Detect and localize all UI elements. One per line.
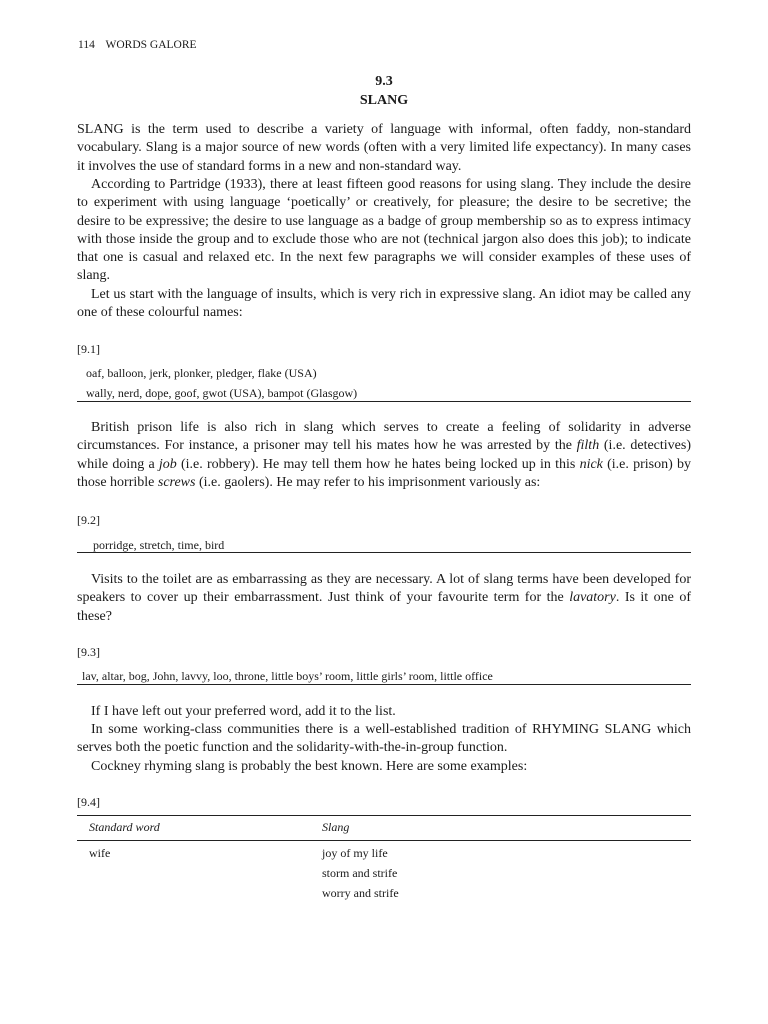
section-title: SLANG: [359, 93, 409, 108]
paragraph-toilet: Visits to the toilet are as embarrassing as they are necessary. A lot of slang terms have been developed for speakers to cover up their embarrassment. Just think of your favourite term for the lavatory. Is it one of these?: [77, 572, 691, 624]
example-label-9-4: [9.4]: [77, 795, 100, 809]
example-9-3-line-1: lav, altar, bog, John, lavvy, loo, throne, little boys’ room, little girls’ room, little office: [82, 669, 493, 683]
table-cell-slang-3: worry and strife: [322, 886, 399, 900]
example-9-3-rule: [77, 684, 691, 685]
running-title: WORDS GALORE: [105, 39, 197, 51]
table-header-standard-word: Standard word: [89, 820, 160, 834]
table-top-rule: [77, 815, 691, 816]
example-label-9-1: [9.1]: [77, 342, 100, 356]
paragraph-cockney: Cockney rhyming slang is probably the best known. Here are some examples:: [91, 759, 528, 774]
example-9-1-line-2: wally, nerd, dope, goof, gwot (USA), bampot (Glasgow): [86, 386, 358, 400]
section-number: 9.3: [375, 74, 393, 89]
example-9-2-line-1: porridge, stretch, time, bird: [93, 538, 225, 552]
paragraph-definition: SLANG is the term used to describe a variety of language with informal, often faddy, non-standard vocabulary. Slang is a major source of new words (often with a very limited life expectancy). In many cases it involves the use of standard forms in a new and non-standard way.: [77, 122, 691, 174]
example-label-9-2: [9.2]: [77, 513, 100, 527]
example-9-1-rule: [77, 401, 691, 402]
table-cell-slang-1: joy of my life: [322, 846, 388, 860]
paragraph-left-out: If I have left out your preferred word, add it to the list.: [91, 704, 396, 719]
example-9-2-rule: [77, 552, 691, 553]
table-header-slang: Slang: [322, 820, 350, 834]
table-cell-slang-2: storm and strife: [322, 866, 398, 880]
example-label-9-3: [9.3]: [77, 645, 100, 659]
table-header-rule: [77, 840, 691, 841]
table-cell-word: wife: [89, 846, 111, 860]
paragraph-prison: British prison life is also rich in slang which serves to create a feeling of solidarity in adverse circumstances. For instance, a prisoner may tell his mates how he was arrested by the filth (i.e. detectives) while doing a job (i.e. robbery). He may tell them how he hates being locked up in this nick (i.e. prison) by those horrible screws (i.e. gaolers). He may refer to his imprisonment variously as:: [77, 420, 691, 490]
page-number: 114: [78, 39, 95, 51]
paragraph-rhyming-slang: In some working-class communities there is a well-established tradition of RHYMING SLANG which serves both the poetic function and the solidarity-with-the-in-group function.: [77, 722, 691, 756]
example-9-1-line-1: oaf, balloon, jerk, plonker, pledger, flake (USA): [86, 366, 317, 380]
running-header: [78, 39, 197, 51]
paragraph-insults: Let us start with the language of insults, which is very rich in expressive slang. An idiot may be called any one of these colourful names:: [77, 287, 691, 321]
paragraph-partridge: According to Partridge (1933), there at least fifteen good reasons for using slang. They include the desire to experiment with using language ‘poetically’ or creatively, for pleasure; the desire to be secretive; the desire to be expressive; the desire to use language as a badge of group membership so as to express intimacy with those inside the group and to exclude those who are not (technical jargon also does this job); to indicate that one is casual and relaxed etc. In the next few paragraphs we will consider examples of these uses of slang.: [77, 177, 691, 284]
